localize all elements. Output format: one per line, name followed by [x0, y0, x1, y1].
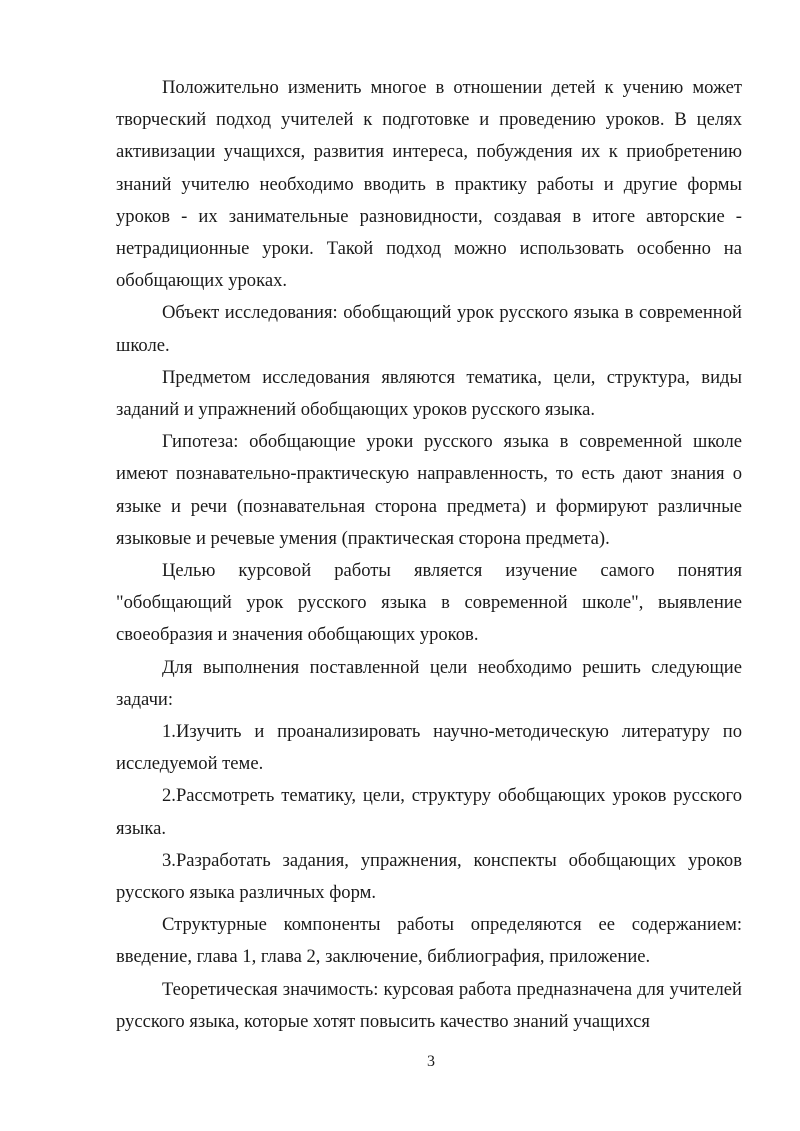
paragraph-task-3: 3.Разработать задания, упражнения, конспекты обобщающих уроков русского языка различных форм.	[116, 849, 742, 904]
paragraph-research-object: Объект исследования: обобщающий урок русского языка в современной школе.	[116, 302, 742, 356]
paragraph-tasks-intro: Для выполнения поставленной цели необходимо решить следующие задачи:	[116, 656, 742, 710]
paragraph-theoretical-significance: Теоретическая значимость: курсовая работа предназначена для учителей русского языка, которые хотят повысить качество знаний учащихся	[116, 978, 742, 1032]
paragraph-research-subject: Предметом исследования являются тематика, цели, структура, виды заданий и упражнений обобщающих уроков русского языка.	[116, 366, 742, 421]
paragraph-structure: Структурные компоненты работы определяются ее содержанием: введение, глава 1, глава 2, заключение, библиография, приложение.	[116, 914, 742, 968]
paragraph-goal: Целью курсовой работы является изучение самого понятия "обобщающий урок русского языка в современной школе", выявление своеобразия и значения обобщающих уроков.	[116, 560, 742, 646]
page-number: 3	[427, 1053, 435, 1070]
paragraph-task-2: 2.Рассмотреть тематику, цели, структуру обобщающих уроков русского языка.	[116, 785, 742, 839]
paragraph-task-1: 1.Изучить и проанализировать научно-методическую литературу по исследуемой теме.	[116, 721, 742, 775]
paragraph-intro: Положительно изменить многое в отношении детей к учению может творческий подход учителей к подготовке и проведению уроков. В целях активизации учащихся, развития интереса, побуждения их к приобретению знаний учителю необходимо вводить в практику работы и другие формы уроков - их занимательные разновидности, создавая в итоге авторские - нетрадиционные уроки. Такой подход можно использовать особенно на обобщающих уроках.	[116, 77, 742, 292]
body-text	[116, 72, 742, 1038]
paragraph-hypothesis: Гипотеза: обобщающие уроки русского языка в современной школе имеют познавательно-практическую направленность, то есть дают знания о языке и речи (познавательная сторона предмета) и формируют различные языковые и речевые умения (практическая сторона предмета).	[116, 431, 742, 549]
